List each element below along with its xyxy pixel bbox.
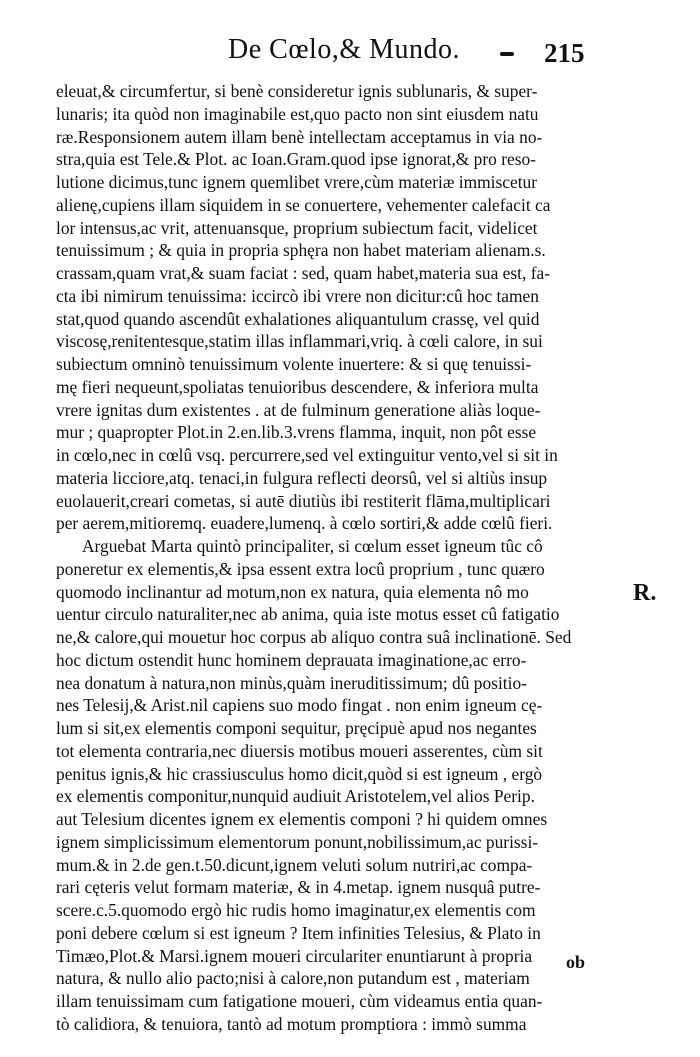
text-line: materia licciore,atq. tenaci,in fulgura reflecti deorsû, vel si altiùs insup [56,467,548,488]
text-line: viscosę,renitentesque,statim illas inflammari,vriq. à cœli calore, in sui [56,331,543,352]
text-line: nes Telesij,& Arist.nil capiens suo modo fingat . non enim igneum cę- [56,695,543,716]
text-line: tenuissimum ; & quia in propria sphęra non habet materiam alienam.s. [56,240,546,261]
text-line: hoc dictum ostendit hunc hominem deprauata imaginatione,ac erro- [56,649,527,670]
text-line: natura, & nullo alio pacto;nisi à calore,non putandum est , materiam [56,968,530,989]
text-line: lunaris; ita quòd non imaginabile est,quo pacto non sint eiusdem natu [56,103,539,124]
text-line: lum si sit,ex elementis componi sequitur, pręcipuè apud nos negantes [56,718,537,738]
text-line: mum.& in 2.de gen.t.50.dicunt,ignem veluti solum nutriri,ac compa- [56,854,533,875]
text-line: ex elementis componitur,nunquid audiuit Aristotelem,vel alios Perip. [56,786,535,807]
text-line: cta ibi nimirum tenuissima: iccircò ibi vrere non dicitur:cû hoc tamen [56,285,539,306]
text-line: ræ.Responsionem autem illam benè intellectam acceptamus in via no- [56,126,543,147]
text-line: in cœlo,nec in cœlû vsq. percurrere,sed vel extinguitur vento,vel si sit in [56,445,558,465]
body-text [56,80,616,1036]
text-line: rari cęteris velut formam materiæ, & in 4.metap. ignem nusquâ putre- [56,877,541,898]
text-line: Arguebat Marta quintò principaliter, si cœlum esset igneum tûc cô [82,536,543,556]
text-line: poneretur ex elementis,& ipsa essent extra locû proprium , tunc quæro [56,558,545,579]
text-line: ne,& calore,qui mouetur hoc corpus ab aliquo contra suâ inclinationē. Sed [56,627,572,647]
text-line: vrere ignitas dum existentes . at de fulminum generatione aliàs loque- [56,399,541,420]
ink-mark [500,52,514,56]
margin-note: R. [633,580,657,606]
page-number: 215 [544,38,585,68]
text-line: lor intensus,ac vrit, attenuansque, proprium subiectum facit, videlicet [56,217,538,238]
text-line: crassam,quam vrat,& suam faciat : sed, quam habet,materia sua est, fa- [56,263,550,283]
text-line: nea donatum à natura,non minùs,quàm ineruditissimum; dû positio- [56,672,527,693]
text-line: poni debere cœlum si est igneum ? Item infinities Telesius, & Plato in [56,922,541,943]
text-line: Timæo,Plot.& Marsi.ignem moueri circulariter enuntiarunt à propria [56,945,533,966]
text-line: mur ; quapropter Plot.in 2.en.lib.3.vrens flamma, inquit, non pôt esse [56,422,537,443]
text-line: per aerem,mitioremq. euadere,lumenq. à cœlo sortiri,& adde cœlû fieri. [56,513,553,534]
text-line: quomodo inclinantur ad motum,non ex natura, quia elementa nô mo [56,581,529,602]
text-line: tot elementa contraria,nec diuersis motibus moueri asserentes, cùm sit [56,740,543,761]
text-line: scere.c.5.quomodo ergò hic rudis homo imaginatur,ex elementis com [56,900,536,920]
text-line: eleuat,& circumfertur, si benè consideretur ignis sublunaris, & super- [56,81,538,101]
text-line: aut Telesium dicentes ignem ex elementis componi ? hi quidem omnes [56,809,548,829]
text-line: mę fieri nequeunt,spoliatas tenuioribus descendere, & inferiora multa [56,376,539,397]
running-title: De Cœlo,& Mundo. [228,34,460,65]
text-line: lutione dicimus,tunc ignem quemlibet vrere,cùm materiæ immiscetur [56,172,538,192]
text-line: euolauerit,creari cometas, si autē diutiùs ibi restiterit flāma,multiplicari [56,490,551,511]
text-line: subiectum omninò tenuissimum volente inuertere: & si quę tenuissi- [56,354,532,374]
catchword: ob [566,952,586,972]
text-line: tò calidiora, & tenuiora, tantò ad motum promptiora : immò summa [56,1013,527,1034]
text-line: stra,quia est Tele.& Plot. ac Ioan.Gram.quod ipse ignorat,& pro reso- [56,149,536,170]
text-line: penitus ignis,& hic crassiusculus homo dicit,quòd si est igneum , ergò [56,763,543,784]
text-line: illam tenuissimam cum fatigatione moueri, cùm videamus entia quan- [56,991,543,1011]
text-line: uentur circulo naturaliter,nec ab anima, quia iste motus esset cû fatigatio [56,604,560,625]
text-line: ignem simplicissimum elementorum ponunt,nobilissimum,ac purissi- [56,831,539,852]
text-line: stat,quod quando ascendût exhalationes aliquantulum crassę, vel quid [56,308,540,329]
text-line: alienę,cupiens illam siquidem in se conuertere, vehementer calefacit ca [56,194,551,215]
